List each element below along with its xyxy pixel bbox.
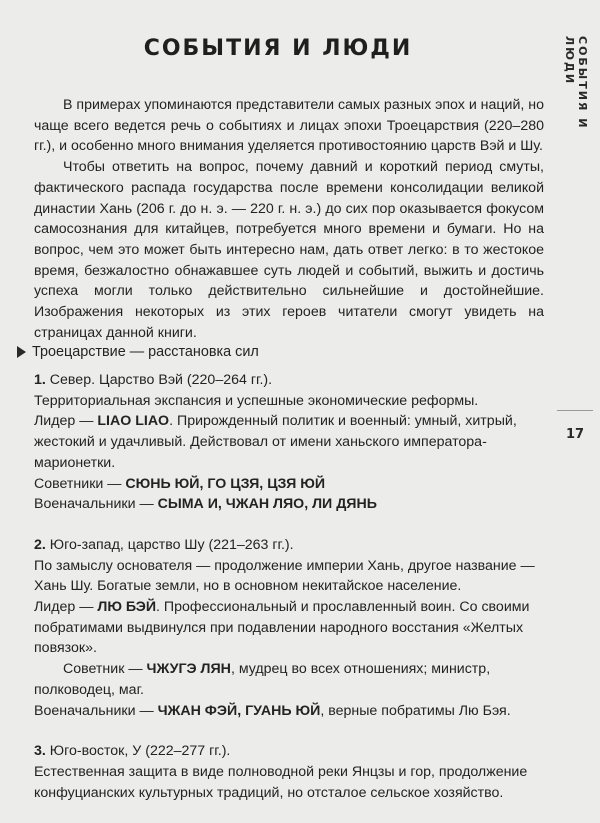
kingdom-heading-text: Юго-запад, царство Шу (221–263 гг.). bbox=[45, 536, 294, 553]
advisors-prefix: Советники — bbox=[34, 475, 126, 492]
leader-text: . Профессиональный и прославленный воин. Со своими побратимами выдвинулся при подавлении народного восстания «Желтых повязок». bbox=[34, 599, 530, 657]
kingdom-advisors bbox=[34, 474, 544, 495]
generals-text: , верные побратимы Лю Бэя. bbox=[320, 702, 511, 719]
generals-prefix: Военачальники — bbox=[34, 702, 158, 719]
kingdom-heading-text: Юго-восток, У (222–277 гг.). bbox=[45, 743, 231, 760]
leader-name: ЛЮ БЭЙ bbox=[97, 599, 157, 616]
section-heading-text: Троецарствие — расстановка сил bbox=[32, 344, 259, 360]
section-heading bbox=[17, 342, 537, 362]
kingdom-generals bbox=[34, 494, 544, 515]
advisor-prefix: Советник — bbox=[63, 661, 147, 678]
kingdom-description: По замыслу основателя — продолжение империи Хань, другое название — Хань Шу. Богатые земли, но в основном некитайское население. bbox=[34, 557, 535, 595]
generals-names: СЫМА И, ЧЖАН ЛЯО, ЛИ ДЯНЬ bbox=[157, 496, 377, 513]
kingdom-item-wei bbox=[34, 370, 544, 515]
kingdom-leader bbox=[34, 597, 544, 659]
leader-prefix: Лидер — bbox=[34, 413, 98, 430]
page-title: СОБЫТИЯ И ЛЮДИ bbox=[143, 36, 413, 61]
leader-text: . Прирожденный политик и военный: умный, хитрый, жестокий и удачливый. Действовал от имени ханьского императора-марионетки. bbox=[34, 413, 517, 471]
kingdom-description: Естественная защита в виде полноводной реки Янцзы и гор, продолжение конфуцианских культурных традиций, но отсталое сельское хозяйство. bbox=[34, 763, 528, 801]
kingdom-item-shu bbox=[34, 535, 544, 721]
kingdom-generals bbox=[34, 701, 544, 722]
kingdom-item-wu bbox=[34, 741, 544, 803]
kingdom-heading-text: Север. Царство Вэй (220–264 гг.). bbox=[45, 372, 273, 388]
kingdom-advisor bbox=[34, 659, 544, 700]
kingdom-heading bbox=[34, 741, 544, 762]
intro-paragraph: Чтобы ответить на вопрос, почему давний и короткий период смуты, фактического распада государства после времени консолидации великой династии Хань (206 г. до н. э. — 220 г. н. э.) до сих пор оказывается фокусом самосознания для китайцев, потребуется много времени и бумаги. Но на вопрос, чем это может быть интересно нам, дать ответ легко: в то жестокое время, безжалостно обнажавшее суть людей и событий, выжить и достичь успеха могли только действительно сильнейшие и достойнейшие. Изображения некоторых из этих героев читатели смогут увидеть на страницах данной книги. bbox=[34, 159, 544, 341]
kingdoms-list bbox=[34, 370, 544, 823]
item-number: 1. bbox=[34, 372, 46, 388]
page-number: 17 bbox=[565, 427, 585, 442]
leader-prefix: Лидер — bbox=[34, 599, 98, 616]
leader-name: LIAO LIAO bbox=[97, 413, 170, 430]
side-divider bbox=[557, 410, 593, 411]
side-running-header: СОБЫТИЯ И ЛЮДИ bbox=[563, 36, 589, 130]
kingdom-heading bbox=[34, 535, 544, 556]
kingdom-leader bbox=[34, 411, 544, 473]
item-number: 2. bbox=[34, 536, 46, 553]
kingdom-description: Территориальная экспансия и успешные экономические реформы. bbox=[34, 392, 479, 409]
advisor-name: ЧЖУГЭ ЛЯН bbox=[146, 661, 231, 678]
intro-text bbox=[34, 95, 544, 343]
item-number: 3. bbox=[34, 743, 46, 760]
generals-prefix: Военачальники — bbox=[34, 496, 158, 513]
intro-paragraph: В примерах упоминаются представители самых разных эпох и наций, но чаще всего ведется речь о событиях и лицах эпохи Троецарствия (220–280 гг.), и особенно много внимания уделяется противостоянию царств Вэй и Шу. bbox=[34, 97, 544, 155]
kingdom-heading bbox=[34, 370, 544, 391]
advisors-names: СЮНЬ ЮЙ, ГО ЦЗЯ, ЦЗЯ ЮЙ bbox=[125, 475, 326, 492]
triangle-bullet-icon bbox=[17, 346, 26, 358]
generals-names: ЧЖАН ФЭЙ, ГУАНЬ ЮЙ bbox=[157, 702, 321, 719]
advisor-text: , мудрец во всех отношениях; министр, полководец, маг. bbox=[34, 661, 491, 698]
